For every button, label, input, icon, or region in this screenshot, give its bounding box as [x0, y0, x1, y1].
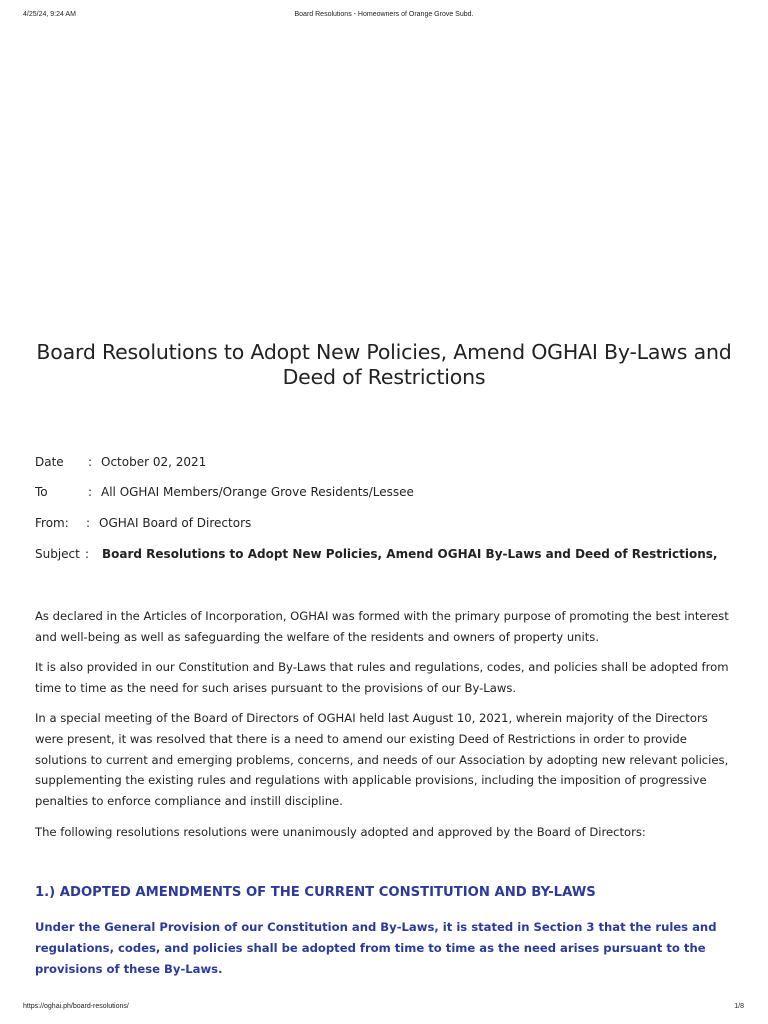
- meta-subject-label: Subject: [35, 547, 80, 561]
- meta-date-value: October 02, 2021: [101, 455, 207, 469]
- print-datetime: 4/25/24, 9:24 AM: [23, 11, 76, 18]
- meta-from-colon: :: [86, 516, 91, 530]
- meta-date-label: Date: [35, 455, 64, 469]
- meta-date-colon: :: [88, 455, 93, 469]
- document-title-line-1: Board Resolutions to Adopt New Policies, Amend OGHAI By-Laws and: [36, 340, 732, 364]
- print-url: https://oghai.ph/board-resolutions/: [23, 1003, 129, 1010]
- meta-to-label: To: [35, 485, 48, 499]
- print-page-title: Board Resolutions - Homeowners of Orange Grove Subd.: [294, 11, 474, 18]
- paragraph-bylaws: It is also provided in our Constitution and By-Laws that rules and regulations, codes, and policies shall be adopted from time to time as the need for such arises pursuant to the provisions of our By-Laws.: [35, 660, 729, 695]
- print-footer: [0, 1003, 768, 1015]
- document-title-line-2: Deed of Restrictions: [282, 365, 486, 389]
- section-1-note: Under the General Provision of our Constitution and By-Laws, it is stated in Section 3 that the rules and regulations, codes, and policies shall be adopted from time to time as the need arises pursuant to the provisions of these By-Laws.: [35, 920, 717, 976]
- paragraph-special-meeting: In a special meeting of the Board of Directors of OGHAI held last August 10, 2021, wherein majority of the Directors were present, it was resolved that there is a need to amend our existing Deed of Restrictions in order to provide solutions to current and emerging problems, concerns, and needs of our Association by adopting new relevant policies, supplementing the existing rules and regulations with applicable provisions, including the imposition of progressive penalties to enforce compliance and instill discipline.: [35, 711, 729, 809]
- section-1-heading: 1.) ADOPTED AMENDMENTS OF THE CURRENT CONSTITUTION AND BY-LAWS: [35, 885, 596, 900]
- meta-to-value: All OGHAI Members/Orange Grove Residents/Lessee: [101, 485, 414, 499]
- meta-to-colon: :: [88, 485, 93, 499]
- print-page-number: 1/8: [734, 1003, 744, 1010]
- meta-subject-colon: :: [85, 547, 90, 561]
- paragraph-resolutions-intro: The following resolutions resolutions were unanimously adopted and approved by the Board of Directors:: [35, 825, 646, 839]
- meta-subject-value: Board Resolutions to Adopt New Policies, Amend OGHAI By-Laws and Deed of Restrictions,: [102, 547, 718, 561]
- print-header: [0, 11, 768, 23]
- document-title: [30, 340, 738, 390]
- meta-from-label: From:: [35, 516, 69, 530]
- paragraph-purpose: As declared in the Articles of Incorporation, OGHAI was formed with the primary purpose of promoting the best interest and well-being as well as safeguarding the welfare of the residents and owners of property units.: [35, 609, 729, 644]
- meta-from-value: OGHAI Board of Directors: [99, 516, 252, 530]
